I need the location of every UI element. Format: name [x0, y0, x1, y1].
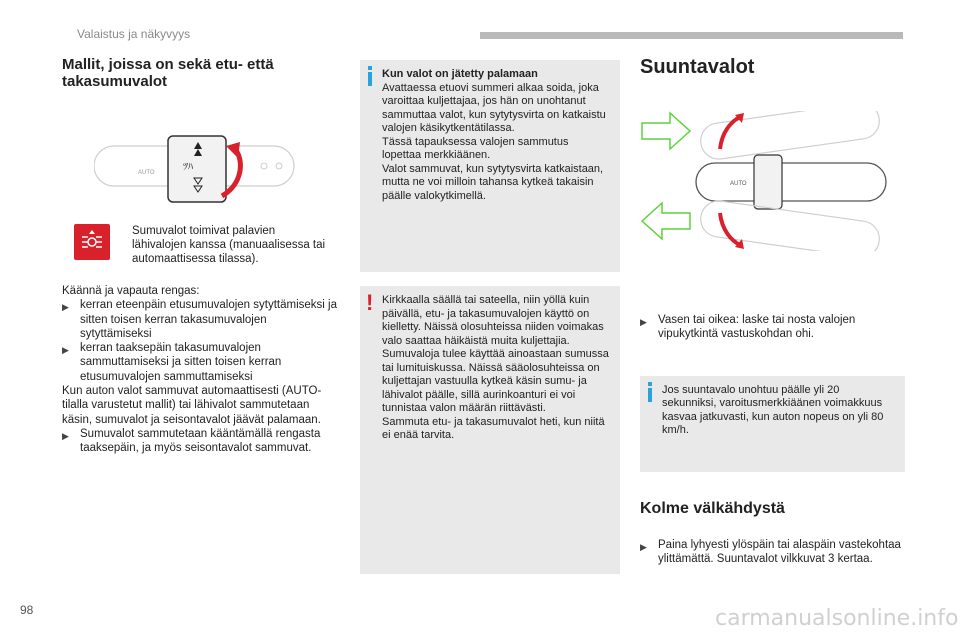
- list-item: ▶ Sumuvalot sammutetaan kääntämällä rengasta taaksepäin, ja myös seisontavalot sammuvat.: [62, 427, 321, 455]
- info-box-indicator-reminder: [640, 376, 905, 472]
- svg-text:ﾂﾊ: ﾂﾊ: [183, 162, 193, 173]
- warning-exclamation-icon: !: [366, 290, 374, 315]
- info-text: Avattaessa etuovi summeri alkaa soida, joka varoittaa kuljettajaa, jos hän on unohtanut sammuttaa valot, kun sytytysvirta on katkaistu valojen käsikytkentätilassa. Tässä tapauksessa valojen sammutus lopettaa merkkiäänen. Valot sammuvat, kun sytytysvirta katkaistaan, mutta ne voi milloin tahansa kytkeä takaisin päälle valokytkimellä.: [382, 81, 606, 202]
- info-icon: [648, 382, 652, 402]
- arrow-icon: ▶: [62, 430, 69, 441]
- arrow-icon: ▶: [640, 317, 647, 327]
- arrow-icon: ▶: [640, 541, 647, 552]
- indicators-heading: Suuntavalot: [640, 56, 755, 78]
- arrow-icon: ▶: [62, 345, 69, 356]
- column-indicators: [640, 56, 905, 566]
- indicator-lever-illustration: [640, 111, 900, 251]
- svg-text:AUTO: AUTO: [138, 170, 155, 176]
- warning-box-fog-use: [360, 286, 620, 574]
- fog-lights-heading: Mallit, joissa on sekä etu- että takasumuvalot: [62, 56, 274, 90]
- fog-note: Sumuvalot toimivat palavien lähivalojen kanssa (manuaalisessa tai automaattisessa tilassa).: [132, 225, 326, 265]
- three-flashes-heading: Kolme välkähdystä: [640, 499, 785, 517]
- list-item: ▶ Vasen tai oikea: laske tai nosta valojen vipukytkintä vastuskohdan ohi.: [640, 314, 856, 341]
- list-item: ▶ Paina lyhyesti ylöspäin tai alaspäin vastekohtaa ylittämättä. Suuntavalot vilkkuvat 3 kertaa.: [640, 538, 901, 565]
- auto-paragraph: Kun auton valot sammuvat automaattisesti (AUTO-tilalla varustetut mallit) tai lähivalot sammutetaan käsin, sumuvalot ja seisontavalot jäävät palamaan.: [62, 385, 322, 426]
- warning-text: Kirkkaalla säällä tai sateella, niin yöllä kuin päivällä, etu- ja takasumuvalojen käyttö on kielletty. Näissä olosuhteissa niiden voimakas valo saattaa häikäistä muita kuljettajia. Sumuvaloja tulee käyttää ainoastaan sumussa tai lumituiskussa. Näissä sääolosuhteissa on kuljettajan vastuulla kytkeä käsin sumu- ja lähivalot päälle, sillä aurinkoanturi ei voi tunnistaa valon määrän riittävästi. Sammuta etu- ja takasumuvalot heti, kun niitä ei enää tarvita.: [382, 294, 609, 441]
- footer-watermark: carmanualsonline.info: [715, 606, 959, 631]
- info-title: Kun valot on jätetty palamaan: [382, 68, 538, 80]
- info-box-lights-left-on: [360, 60, 620, 272]
- info-text: Jos suuntavalo unohtuu päälle yli 20 sekunniksi, varoitusmerkkiäänen voimakkuus kasvaa jatkuvasti, kun auton nopeus on yli 80 km/h.: [662, 383, 884, 437]
- info-icon: [368, 66, 372, 86]
- section-title: Valaistus ja näkyvyys: [77, 27, 191, 41]
- header-divider: [480, 32, 903, 39]
- page-number: 98: [20, 603, 34, 617]
- list-item: ▶ kerran taaksepäin takasumuvalojen sammuttamiseksi ja sitten toisen kerran etusumuvalojen sammuttamiseksi: [62, 342, 282, 383]
- svg-text:AUTO: AUTO: [730, 181, 747, 187]
- fog-lever-illustration: [94, 128, 304, 206]
- column-fog-lights: [62, 56, 340, 456]
- fog-light-warning-icon: [74, 224, 110, 260]
- ring-intro: Käännä ja vapauta rengas:: [62, 285, 200, 297]
- list-item: ▶ kerran eteenpäin etusumuvalojen sytyttämiseksi ja sitten toisen kerran takasumuvalojen sytyttämiseksi: [62, 299, 337, 340]
- arrow-icon: ▶: [62, 302, 69, 313]
- column-notes: [360, 60, 620, 574]
